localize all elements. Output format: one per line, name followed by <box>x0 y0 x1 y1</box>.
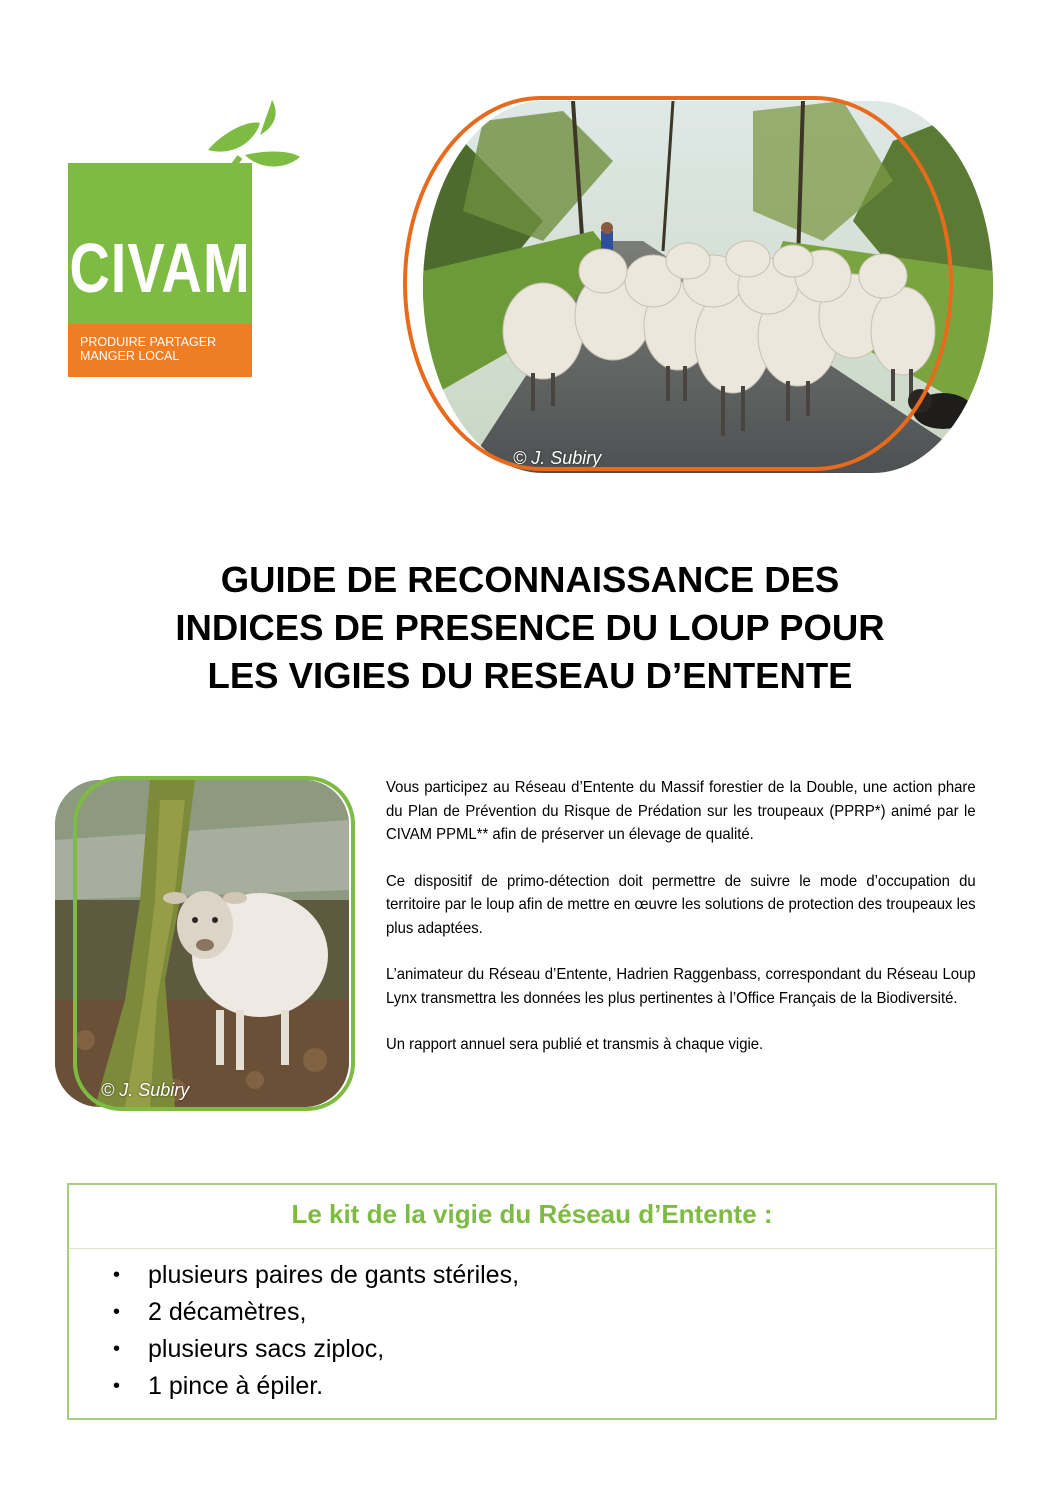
kit-item-text: plusieurs sacs ziploc, <box>148 1335 385 1363</box>
intro-paragraph-2: Ce dispositif de primo-détection doit permettre de suivre le mode d’occupation du territoire par le loup afin de mettre en œuvre les solutions de protection des troupeaux les plus adaptées. <box>386 872 976 937</box>
logo-tagline-line2: MANGER LOCAL <box>80 349 180 363</box>
kit-item-text: 1 pince à épiler. <box>148 1372 324 1400</box>
kit-item-text: 2 décamètres, <box>148 1298 307 1326</box>
intro-paragraph-3: L’animateur du Réseau d’Entente, Hadrien Raggenbass, correspondant du Réseau Loup Lynx transmettra les données les plus pertinentes à l’Office Français de la Biodiversité. <box>386 966 976 1007</box>
page-title <box>60 556 1000 700</box>
bullet-icon: • <box>113 1375 121 1397</box>
flock-photo-credit: © J. Subiry <box>513 448 602 468</box>
bullet-icon: • <box>113 1264 121 1286</box>
intro-text <box>386 776 976 1080</box>
sheep-photo-credit: © J. Subiry <box>101 1080 190 1100</box>
bullet-icon: • <box>113 1338 121 1360</box>
intro-paragraph-4: Un rapport annuel sera publié et transmis à chaque vigie. <box>386 1036 764 1053</box>
civam-logo <box>60 95 305 385</box>
logo-tagline <box>80 335 250 363</box>
logo-wordmark: CIVAM <box>69 228 251 307</box>
kit-item <box>113 1294 519 1331</box>
title-line-2: INDICES DE PRESENCE DU LOUP POUR <box>175 607 885 648</box>
flock-photo-frame <box>403 96 953 471</box>
bullet-icon: • <box>113 1301 121 1323</box>
kit-item <box>113 1257 519 1294</box>
kit-list <box>113 1257 519 1405</box>
kit-item <box>113 1368 519 1405</box>
kit-item <box>113 1331 519 1368</box>
kit-box <box>67 1183 997 1420</box>
kit-item-text: plusieurs paires de gants stériles, <box>148 1261 520 1289</box>
title-line-3: LES VIGIES DU RESEAU D’ENTENTE <box>207 655 853 696</box>
kit-divider <box>69 1248 995 1249</box>
intro-paragraph-1: Vous participez au Réseau d’Entente du Massif forestier de la Double, une action phare du Plan de Prévention du Risque de Prédation sur les troupeaux (PPRP*) animé par le CIVAM PPML** afin de préserver un élevage de qualité. <box>386 779 976 843</box>
logo-tagline-line1: PRODUIRE PARTAGER <box>80 335 217 349</box>
sheep-photo-frame <box>73 776 355 1111</box>
kit-heading: Le kit de la vigie du Réseau d’Entente : <box>291 1199 773 1229</box>
sheep-photo <box>55 776 355 1111</box>
flock-photo <box>403 96 993 479</box>
title-line-1: GUIDE DE RECONNAISSANCE DES <box>220 559 840 600</box>
